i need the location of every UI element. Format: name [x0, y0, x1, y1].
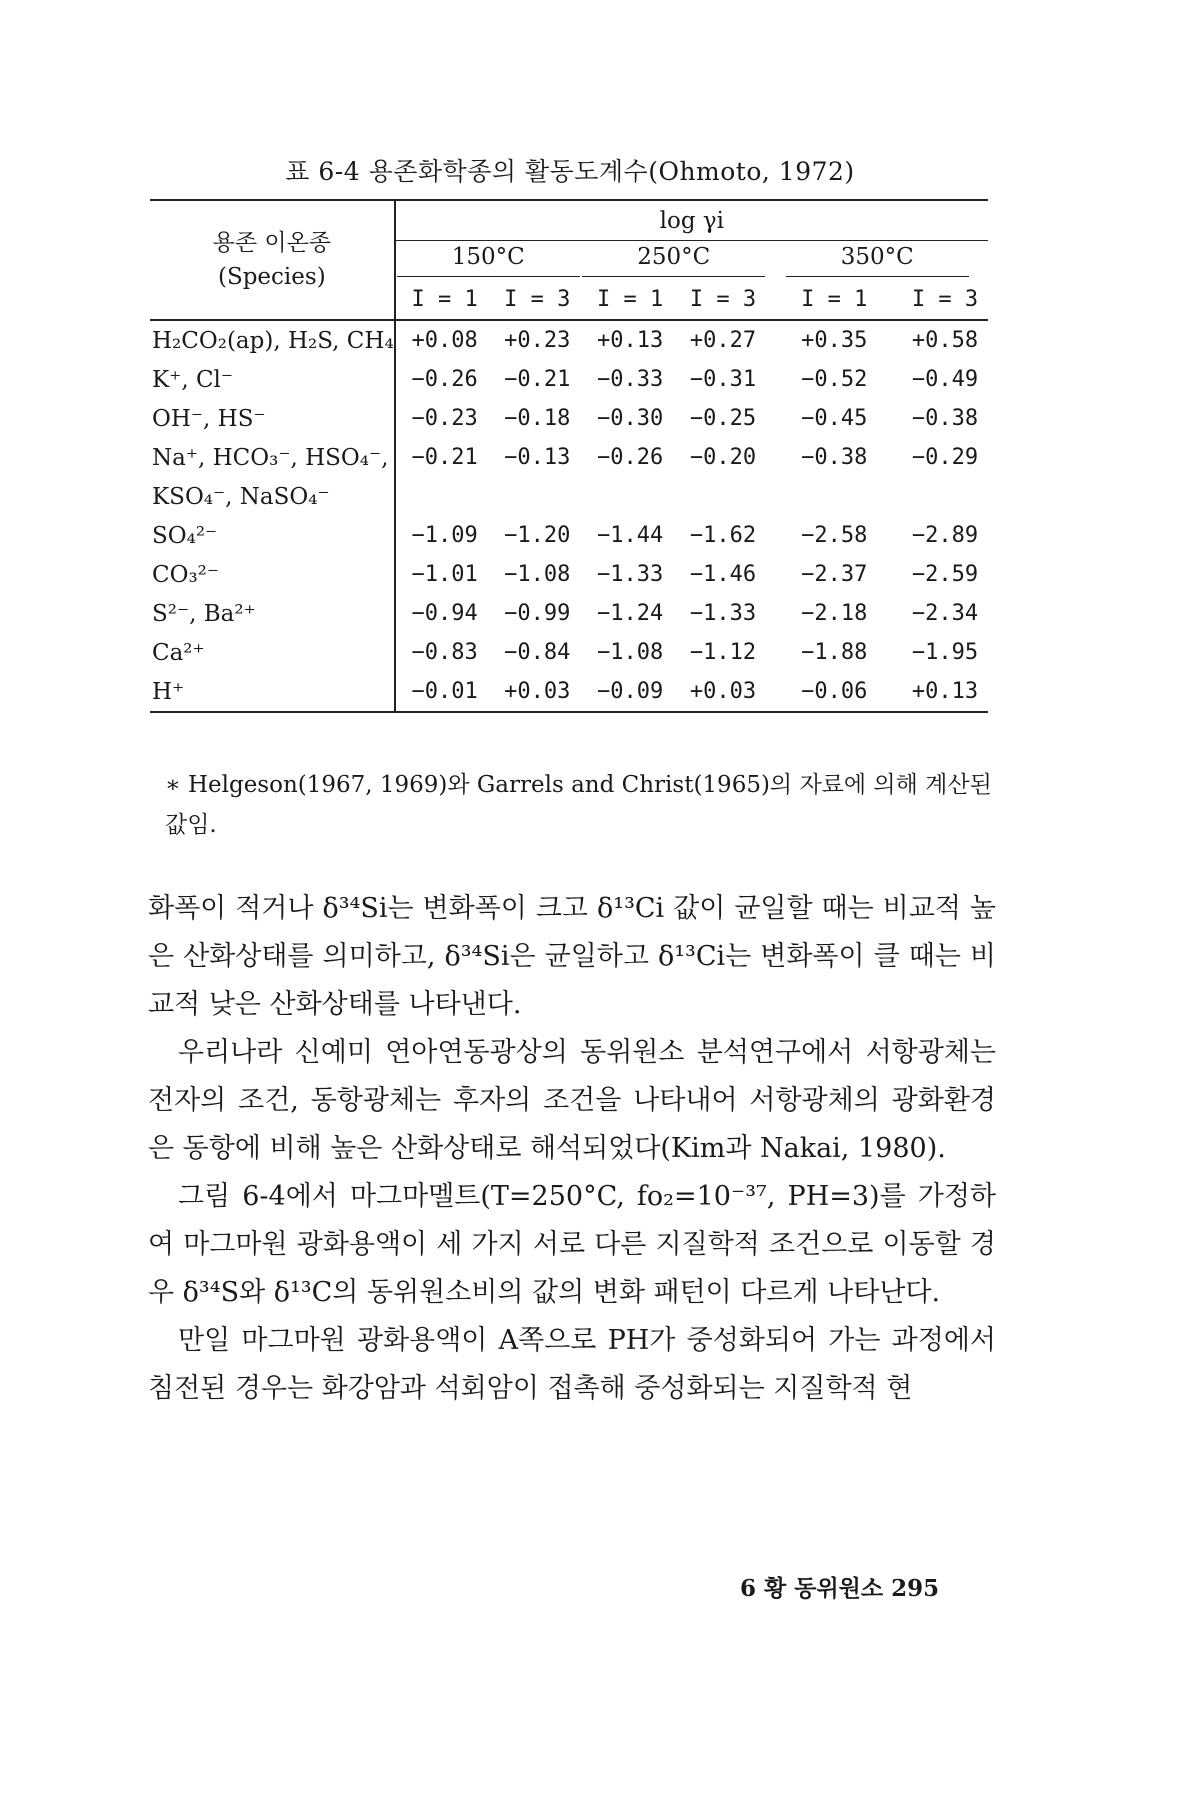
value-cell: −1.01: [395, 555, 494, 594]
value-cell: [494, 477, 581, 516]
temperature-header: 250°C: [581, 241, 767, 281]
value-cell: −0.01: [395, 672, 494, 712]
value-cell: −1.44: [597, 523, 664, 548]
value-cell: −1.20: [504, 523, 571, 548]
table-row: [150, 555, 988, 594]
value-cell: −0.21: [504, 367, 571, 392]
value-cell: −0.49: [911, 367, 979, 392]
table-row: [150, 594, 988, 633]
value-cell: −1.33: [597, 562, 664, 587]
species-cell: KSO₄⁻, NaSO₄⁻: [152, 483, 330, 510]
value-cell: −2.89: [911, 523, 979, 548]
value-cell: +0.13: [911, 679, 979, 704]
species-cell: CO₃²⁻: [152, 561, 220, 588]
species-cell: S²⁻, Ba²⁺: [152, 600, 256, 627]
table-caption: 표 6-4 용존화학종의 활동도계수(Ohmoto, 1972): [285, 157, 855, 186]
value-cell: −0.33: [597, 367, 664, 392]
value-cell: [767, 477, 902, 516]
ionic-strength-header: I = 3: [689, 287, 757, 312]
table-row: [150, 438, 988, 477]
value-cell: −2.59: [911, 562, 979, 587]
value-cell: −0.29: [911, 445, 979, 470]
value-cell: −0.84: [504, 640, 571, 665]
value-cell: −1.09: [395, 516, 494, 555]
value-cell: −1.08: [597, 640, 664, 665]
activity-coefficient-table: [150, 199, 988, 713]
value-cell: −0.31: [689, 367, 757, 392]
value-cell: −0.23: [395, 399, 494, 438]
value-cell: +0.23: [504, 328, 571, 353]
value-cell: −1.46: [689, 562, 757, 587]
paragraph: 화폭이 적거나 δ³⁴Si는 변화폭이 크고 δ¹³Ci 값이 균일할 때는 비교적 높은 산화상태를 의미하고, δ³⁴Si은 균일하고 δ¹³Ci는 변화폭이 클 때는 비교적 낮은 산화상태를 나타낸다.: [148, 893, 996, 1020]
species-cell: OH⁻, HS⁻: [152, 405, 266, 432]
value-cell: −0.38: [801, 445, 868, 470]
paragraph: 그림 6-4에서 마그마멜트(T=250°C, fo₂=10⁻³⁷, PH=3)를 가정하여 마그마원 광화용액이 세 가지 서로 다른 지질학적 조건으로 이동할 경우 δ³⁴S와 δ¹³C의 동위원소비의 값의 변화 패턴이 다르게 나타난다.: [148, 1181, 996, 1308]
value-cell: −2.37: [801, 562, 868, 587]
value-cell: −1.62: [689, 523, 757, 548]
value-cell: −0.18: [504, 406, 571, 431]
value-cell: −2.58: [801, 523, 868, 548]
value-cell: −0.99: [504, 601, 571, 626]
species-column-header: [150, 200, 395, 320]
value-cell: [679, 477, 766, 516]
value-cell: −0.30: [597, 406, 664, 431]
ionic-strength-header: I = 3: [911, 287, 979, 312]
value-cell: −0.26: [597, 445, 664, 470]
value-cell: −1.88: [801, 640, 868, 665]
value-cell: +0.13: [597, 328, 664, 353]
value-cell: −0.52: [801, 367, 868, 392]
ionic-strength-header: I = 1: [801, 287, 868, 312]
value-cell: −0.25: [689, 406, 757, 431]
species-header-english: (Species): [217, 264, 326, 290]
table-row: [150, 477, 988, 516]
paragraph: 우리나라 신예미 연아연동광상의 동위원소 분석연구에서 서항광체는 전자의 조건, 동항광체는 후자의 조건을 나타내어 서항광체의 광화환경은 동항에 비해 높은 산화상태로 해석되었다(Kim과 Nakai, 1980).: [148, 1037, 996, 1164]
value-cell: +0.27: [689, 328, 757, 353]
table-footnote: ∗ Helgeson(1967, 1969)와 Garrels and Christ(1965)의 자료에 의해 계산된 값임.: [165, 772, 992, 838]
table-row: [150, 516, 988, 555]
value-cell: −2.18: [801, 601, 868, 626]
value-cell: −0.13: [504, 445, 571, 470]
value-cell: +0.35: [801, 328, 868, 353]
page-footer: 6 황 동위원소 295: [740, 1575, 940, 1602]
value-cell: +0.08: [395, 320, 494, 360]
value-cell: −1.24: [597, 601, 664, 626]
value-cell: −0.20: [689, 445, 757, 470]
value-cell: −2.34: [911, 601, 979, 626]
log-gamma-header: log γi: [395, 200, 988, 241]
value-cell: −0.83: [395, 633, 494, 672]
value-cell: +0.03: [689, 679, 757, 704]
value-cell: +0.03: [504, 679, 571, 704]
body-text: [148, 885, 996, 1413]
value-cell: +0.58: [911, 328, 979, 353]
species-cell: H₂CO₂(ap), H₂S, CH₄: [152, 327, 394, 354]
ionic-strength-header: I = 1: [395, 280, 494, 320]
value-cell: −0.09: [597, 679, 664, 704]
value-cell: −1.12: [689, 640, 757, 665]
value-cell: −0.45: [801, 406, 868, 431]
value-cell: −0.38: [911, 406, 979, 431]
species-cell: H⁺: [152, 678, 185, 705]
value-cell: [902, 477, 988, 516]
value-cell: −0.06: [801, 679, 868, 704]
species-cell: Na⁺, HCO₃⁻, HSO₄⁻,: [152, 444, 389, 471]
species-header-korean: 용존 이온종: [212, 230, 332, 256]
value-cell: −1.33: [689, 601, 757, 626]
table-row: [150, 360, 988, 399]
value-cell: −0.21: [395, 438, 494, 477]
temperature-header: 350°C: [767, 241, 988, 281]
ionic-strength-header: I = 1: [597, 287, 664, 312]
species-cell: SO₄²⁻: [152, 522, 218, 549]
temperature-header: 150°C: [395, 241, 581, 281]
value-cell: −0.94: [395, 594, 494, 633]
table-row: [150, 633, 988, 672]
table-row: [150, 672, 988, 712]
value-cell: −1.08: [504, 562, 571, 587]
table-row: [150, 320, 988, 360]
value-cell: −0.26: [395, 360, 494, 399]
species-cell: Ca²⁺: [152, 639, 205, 666]
species-cell: K⁺, Cl⁻: [152, 366, 234, 393]
ionic-strength-header: I = 3: [504, 287, 571, 312]
value-cell: [395, 477, 494, 516]
table-row: [150, 399, 988, 438]
value-cell: −1.95: [911, 640, 979, 665]
value-cell: [581, 477, 680, 516]
paragraph: 만일 마그마원 광화용액이 A쪽으로 PH가 중성화되어 가는 과정에서 침전된 경우는 화강암과 석회암이 접촉해 중성화되는 지질학적 현: [148, 1325, 996, 1404]
